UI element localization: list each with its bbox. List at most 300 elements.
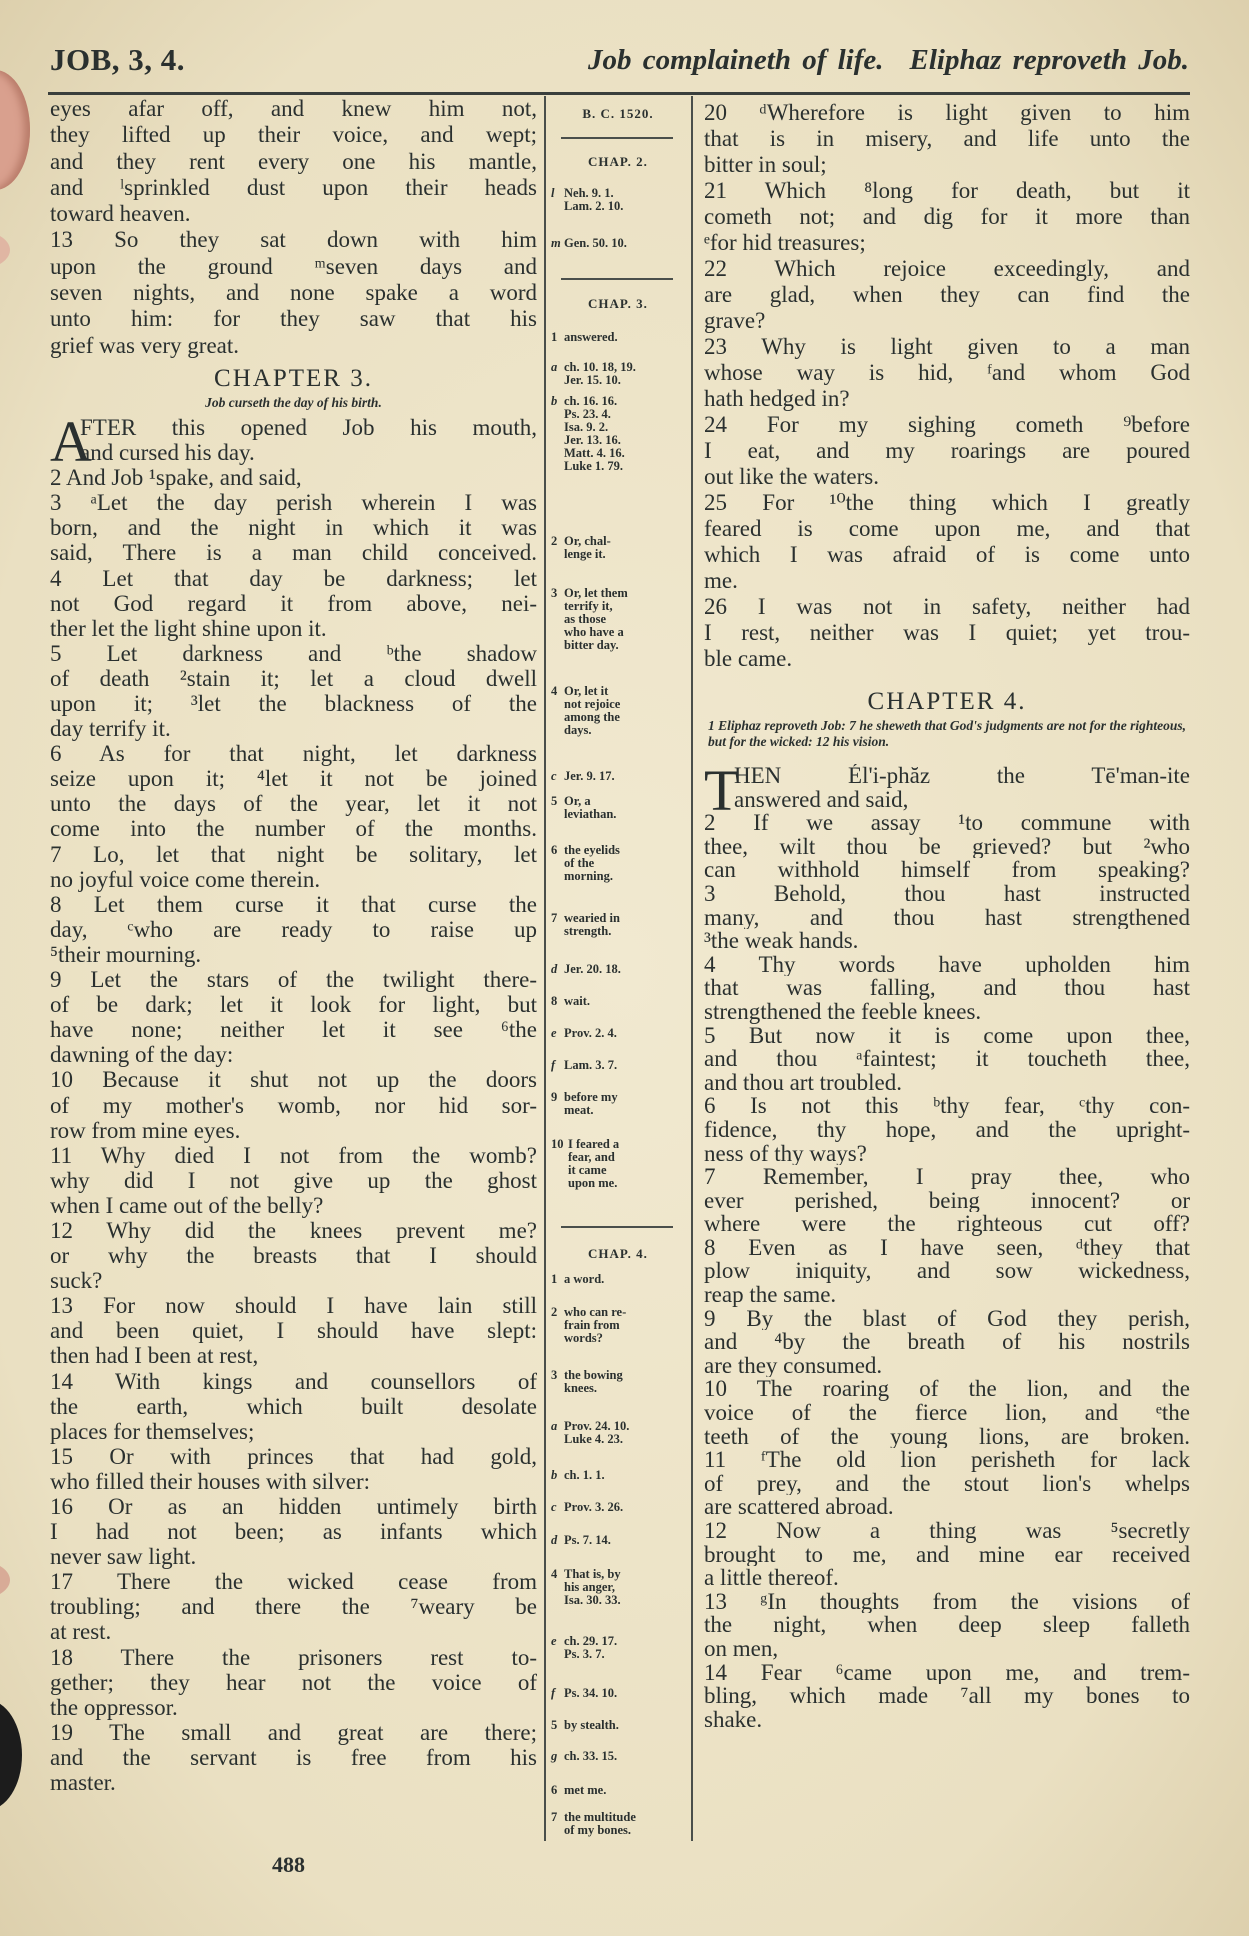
verse-line: 10 Because it shut not up the doors bbox=[50, 1067, 537, 1093]
note-line: Jer. 9. 17. bbox=[564, 769, 615, 784]
verse-line: seven nights, and none spake a word bbox=[50, 280, 537, 306]
note-marker: e bbox=[551, 1634, 557, 1649]
verse-line: 10 The roaring of the lion, and the bbox=[704, 1377, 1190, 1402]
verse-line: bling, which made ⁷all my bones to bbox=[704, 1684, 1190, 1708]
note-line: ch. 33. 15. bbox=[564, 1749, 618, 1764]
verse-line: day, ᶜwho are ready to raise up bbox=[50, 916, 537, 942]
note-marker: 5 bbox=[551, 794, 558, 809]
cross-reference-note bbox=[551, 1501, 685, 1514]
right-text-column bbox=[704, 100, 1190, 1731]
cross-reference-note bbox=[551, 395, 685, 473]
verse-line: 13 For now should I have lain still bbox=[50, 1293, 537, 1319]
page-number: 488 bbox=[272, 1852, 305, 1877]
cross-reference-note bbox=[551, 795, 685, 821]
verse-line: 7 Remember, I pray thee, who bbox=[704, 1165, 1190, 1189]
note-text bbox=[564, 535, 611, 561]
verse-line: troubling; and there the ⁷weary be bbox=[50, 1594, 537, 1620]
note-text bbox=[564, 1273, 604, 1286]
left-text-column bbox=[50, 96, 537, 1795]
verse-line: ness of thy ways? bbox=[704, 1141, 867, 1166]
verse-line: 13 So they sat down with him bbox=[50, 227, 537, 253]
note-text bbox=[564, 1306, 626, 1345]
verse-line: 6 As for that night, let darkness bbox=[50, 741, 537, 767]
verse-line: and ⁴by the breath of his nostrils bbox=[704, 1330, 1190, 1354]
note-marker: 9 bbox=[551, 1090, 558, 1105]
verse-line: on men, bbox=[704, 1636, 779, 1661]
note-marker: b bbox=[551, 394, 558, 409]
cross-reference-note bbox=[551, 1534, 685, 1547]
verse-line: or why the breasts that I should bbox=[50, 1243, 537, 1269]
verse-line: gether; they hear not the voice of bbox=[50, 1669, 537, 1695]
margin-heading: CHAP. 4. bbox=[588, 1245, 648, 1261]
note-line: fear, and bbox=[568, 1150, 615, 1165]
margin-references-column bbox=[551, 0, 687, 1900]
note-text bbox=[564, 912, 620, 938]
note-line: who can re- bbox=[564, 1304, 627, 1319]
verse-line: the oppressor. bbox=[50, 1694, 178, 1720]
note-text bbox=[564, 963, 621, 976]
note-line: of my bones. bbox=[564, 1822, 632, 1837]
chapter-heading: CHAPTER 3. bbox=[214, 364, 373, 392]
verse-line: ᵉfor hid treasures; bbox=[704, 230, 866, 255]
verse-line: 4 Let that day be darkness; let bbox=[50, 565, 537, 591]
verse-line: bitter in soul; bbox=[704, 152, 827, 177]
note-line: not rejoice bbox=[564, 697, 621, 712]
cross-reference-note bbox=[551, 1138, 685, 1190]
verse-line: cometh not; and dig for it more than bbox=[704, 204, 1190, 229]
note-line: Lam. 3. 7. bbox=[564, 1058, 618, 1073]
verse-line: upon the ground ᵐseven days and bbox=[50, 253, 537, 279]
note-text bbox=[564, 331, 618, 344]
verse-line: I eat, and my roarings are poured bbox=[704, 438, 1190, 463]
note-marker: b bbox=[551, 1467, 558, 1482]
verse-line: many, and thou hast strengthened bbox=[704, 905, 1190, 930]
note-line: Or, let it bbox=[564, 684, 609, 699]
verse-line: never saw light. bbox=[50, 1544, 197, 1570]
verse-line: ble came. bbox=[704, 646, 793, 671]
verse-line: of be dark; let it look for light, but bbox=[50, 992, 537, 1018]
note-marker: 6 bbox=[551, 843, 558, 858]
note-marker: e bbox=[551, 1026, 557, 1041]
note-text bbox=[564, 395, 625, 473]
note-marker: 1 bbox=[551, 1271, 558, 1286]
note-line: That is, by bbox=[564, 1566, 621, 1581]
margin-rule bbox=[561, 1226, 673, 1228]
note-marker: 1 bbox=[551, 330, 558, 345]
cross-reference-note bbox=[551, 187, 685, 213]
verse-line: 21 Which ⁸long for death, but it bbox=[704, 178, 1190, 203]
note-line: leviathan. bbox=[564, 807, 617, 822]
verse-line: I had not been; as infants which bbox=[50, 1519, 537, 1545]
note-line: Or, chal- bbox=[564, 533, 611, 548]
verse-line: ³the weak hands. bbox=[704, 929, 859, 953]
note-text bbox=[564, 1534, 611, 1547]
note-marker: g bbox=[551, 1749, 558, 1764]
verse-line: then had I been at rest, bbox=[50, 1343, 259, 1369]
verse-line: 8 Even as I have seen, ᵈthey that bbox=[704, 1235, 1190, 1260]
verse-line: not God regard it from above, nei- bbox=[50, 590, 537, 616]
note-text bbox=[564, 1784, 606, 1797]
margin-heading: CHAP. 3. bbox=[588, 295, 648, 311]
note-line: terrify it, bbox=[564, 598, 613, 613]
cross-reference-note bbox=[551, 1687, 685, 1700]
cross-reference-note bbox=[551, 685, 685, 737]
verse-line: and they rent every one his mantle, bbox=[50, 148, 537, 174]
verse-line: seize upon it; ⁴let it not be joined bbox=[50, 766, 537, 792]
cross-reference-note bbox=[551, 1420, 685, 1446]
verse-line: and thou art troubled. bbox=[704, 1070, 903, 1095]
note-line: Matt. 4. 16. bbox=[564, 446, 625, 461]
verse-line: where were the righteous cut off? bbox=[704, 1212, 1190, 1236]
verse-line: have none; neither let it see ⁶the bbox=[50, 1017, 537, 1043]
verse-line: that is in misery, and life unto the bbox=[704, 126, 1190, 151]
note-line: his anger, bbox=[564, 1579, 615, 1594]
verse-line: strengthened the feeble knees. bbox=[704, 999, 982, 1024]
verse-line: toward heaven. bbox=[50, 201, 191, 227]
verse-line: out like the waters. bbox=[704, 464, 880, 489]
cross-reference-note bbox=[551, 1469, 685, 1482]
note-line: lenge it. bbox=[564, 546, 606, 561]
cross-reference-note bbox=[551, 587, 685, 652]
verse-line: brought to me, and mine ear received bbox=[704, 1542, 1190, 1567]
verse-line: 7 Lo, let that night be solitary, let bbox=[50, 841, 537, 867]
note-text bbox=[564, 1469, 605, 1482]
verse-line: ther let the light shine upon it. bbox=[50, 615, 327, 641]
drop-cap-letter: A bbox=[50, 408, 92, 474]
cross-reference-note bbox=[551, 237, 685, 250]
note-line: of the bbox=[564, 856, 595, 871]
note-text bbox=[564, 685, 620, 737]
note-text bbox=[564, 1811, 636, 1837]
note-line: Gen. 50. 10. bbox=[564, 236, 627, 251]
verse-line: unto the days of the year, let it not bbox=[50, 791, 537, 817]
verse-line: 23 Why is light given to a man bbox=[704, 334, 1190, 359]
note-line: who have a bbox=[564, 624, 624, 639]
verse-line: 9 By the blast of God they perish, bbox=[704, 1306, 1190, 1331]
verse-line: 22 Which rejoice exceedingly, and bbox=[704, 256, 1190, 281]
verse-line: 11 Why died I not from the womb? bbox=[50, 1142, 537, 1168]
verse-line: hath hedged in? bbox=[704, 386, 850, 411]
note-marker: l bbox=[551, 185, 555, 200]
verse-line: dawning of the day: bbox=[50, 1042, 234, 1068]
note-line: Or, let them bbox=[564, 585, 628, 600]
cross-reference-note bbox=[551, 361, 685, 387]
verse-line: 26 I was not in safety, neither had bbox=[704, 594, 1190, 619]
note-line: strength. bbox=[564, 924, 612, 939]
verse-line: 14 With kings and counsellors of bbox=[50, 1368, 537, 1394]
note-line: bitter day. bbox=[564, 637, 619, 652]
note-line: Luke 4. 23. bbox=[564, 1431, 624, 1446]
note-line: among the bbox=[564, 710, 620, 725]
verse-line: feared is come upon me, and that bbox=[704, 516, 1190, 541]
verse-line: places for themselves; bbox=[50, 1418, 255, 1444]
verse-line: are they consumed. bbox=[704, 1353, 883, 1378]
note-marker: f bbox=[551, 1686, 556, 1701]
note-line: Prov. 2. 4. bbox=[564, 1026, 617, 1041]
note-text bbox=[564, 1027, 617, 1040]
verse-line: teeth of the young lions, are broken. bbox=[704, 1424, 1190, 1449]
note-marker: 4 bbox=[551, 684, 558, 699]
chapter-summary: 1 Eliphaz reproveth Job: 7 he sheweth that God's judgments are not for the righteous, but for the wicked: 12 his vision. bbox=[708, 718, 1186, 749]
cross-reference-note bbox=[551, 1635, 685, 1661]
cross-reference-note bbox=[551, 331, 685, 344]
note-marker: m bbox=[551, 236, 561, 251]
note-text bbox=[564, 237, 627, 250]
note-marker: 4 bbox=[551, 1566, 558, 1581]
note-marker: d bbox=[551, 961, 558, 976]
cross-reference-note bbox=[551, 1784, 685, 1797]
verse-line: plow iniquity, and sow wickedness, bbox=[704, 1259, 1190, 1284]
verse-line: 13 ᵍIn thoughts from the visions of bbox=[704, 1589, 1190, 1614]
note-marker: 6 bbox=[551, 1782, 558, 1797]
note-line: Lam. 2. 10. bbox=[564, 198, 624, 213]
column-divider bbox=[544, 96, 546, 1841]
verse-line: and thou ᵃfaintest; it toucheth thee, bbox=[704, 1047, 1190, 1071]
verse-line: ever perished, being innocent? or bbox=[704, 1188, 1190, 1213]
verse-line: 14 Fear ⁶came upon me, and trem- bbox=[704, 1660, 1190, 1685]
verse-line: answered and said, bbox=[734, 787, 909, 812]
verse-line: 3 ᵃLet the day perish wherein I was bbox=[50, 490, 537, 516]
note-line: I feared a bbox=[568, 1137, 620, 1152]
note-marker: d bbox=[551, 1533, 558, 1548]
note-marker: c bbox=[551, 1499, 557, 1514]
chapter-summary: Job curseth the day of his birth. bbox=[205, 394, 382, 410]
verse-line: eyes afar off, and knew him not, bbox=[50, 96, 537, 121]
note-line: the eyelids bbox=[564, 843, 620, 858]
cross-reference-note bbox=[551, 1306, 685, 1345]
note-marker: 3 bbox=[551, 1367, 558, 1382]
verse-line: 15 Or with princes that had gold, bbox=[50, 1443, 537, 1469]
note-marker: a bbox=[551, 1418, 558, 1433]
verse-line: born, and the night in which it was bbox=[50, 515, 537, 541]
verse-line: unto him: for they saw that his bbox=[50, 306, 537, 332]
note-text bbox=[564, 1369, 623, 1395]
verse-line: grave? bbox=[704, 308, 766, 333]
verse-line: row from mine eyes. bbox=[50, 1117, 241, 1143]
verse-line: 2 If we assay ¹to commune with bbox=[704, 811, 1190, 835]
chapter-opening bbox=[50, 408, 537, 474]
note-line: the multitude bbox=[564, 1809, 636, 1824]
note-marker: a bbox=[551, 359, 558, 374]
cross-reference-note bbox=[551, 963, 685, 976]
note-line: knees. bbox=[564, 1380, 597, 1395]
verse-line: voice of the fierce lion, and ᵉthe bbox=[704, 1401, 1190, 1425]
verse-line: who filled their houses with silver: bbox=[50, 1468, 371, 1494]
verse-line: said, There is a man child conceived. bbox=[50, 540, 537, 566]
note-line: ch. 16. 16. bbox=[564, 394, 618, 409]
note-line: days. bbox=[564, 723, 592, 738]
verse-line: 9 Let the stars of the twilight there- bbox=[50, 967, 537, 993]
verse-line: come into the number of the months. bbox=[50, 816, 537, 842]
verse-line: of death ²stain it; let a cloud dwell bbox=[50, 665, 537, 691]
note-text bbox=[564, 1750, 617, 1763]
verse-line: suck? bbox=[50, 1268, 103, 1294]
title-left: Job complaineth of life. bbox=[587, 44, 884, 76]
note-line: Luke 1. 79. bbox=[564, 459, 624, 474]
verse-line: of prey, and the stout lion's whelps bbox=[704, 1471, 1190, 1496]
verse-line: 4 Thy words have upholden him bbox=[704, 952, 1190, 977]
note-text bbox=[564, 187, 623, 213]
title-right: Eliphaz reproveth Job. bbox=[909, 44, 1189, 76]
verse-line: why did I not give up the ghost bbox=[50, 1167, 537, 1193]
note-line: ch. 1. 1. bbox=[564, 1467, 605, 1482]
verse-line: 11 ᶠThe old lion perisheth for lack bbox=[704, 1448, 1190, 1472]
note-line: ch. 10. 18, 19. bbox=[564, 359, 636, 374]
verse-line: shake. bbox=[704, 1707, 763, 1732]
note-marker: 2 bbox=[551, 1304, 558, 1319]
note-marker: f bbox=[551, 1058, 556, 1073]
note-text bbox=[564, 1687, 617, 1700]
cross-reference-note bbox=[551, 1027, 685, 1040]
cross-reference-note bbox=[551, 1091, 685, 1117]
drop-cap-letter: T bbox=[704, 758, 740, 823]
note-marker: 7 bbox=[551, 911, 558, 926]
note-line: ch. 29. 17. bbox=[564, 1634, 618, 1649]
note-line: meat. bbox=[564, 1103, 594, 1118]
verse-line: 24 For my sighing cometh ⁹before bbox=[704, 412, 1190, 437]
cross-reference-note bbox=[551, 770, 685, 783]
note-marker: 5 bbox=[551, 1718, 558, 1733]
verse-line: 5 But now it is come upon thee, bbox=[704, 1023, 1190, 1048]
note-text bbox=[568, 1138, 619, 1190]
note-text bbox=[564, 1059, 617, 1072]
verse-line: the night, when deep sleep falleth bbox=[704, 1613, 1190, 1637]
cross-reference-note bbox=[551, 1811, 685, 1837]
note-line: answered. bbox=[564, 330, 618, 345]
verse-line: 20 ᵈWherefore is light given to him bbox=[704, 100, 1190, 125]
note-marker: 3 bbox=[551, 585, 558, 600]
verse-line: the earth, which built desolate bbox=[50, 1393, 537, 1419]
note-text bbox=[564, 1091, 618, 1117]
note-line: Isa. 30. 33. bbox=[564, 1592, 621, 1607]
verse-line: day terrify it. bbox=[50, 716, 171, 742]
verse-line: they lifted up their voice, and wept; bbox=[50, 122, 537, 148]
note-marker: 7 bbox=[551, 1809, 558, 1824]
note-text bbox=[564, 1568, 621, 1607]
note-text bbox=[564, 1420, 629, 1446]
verse-line: and cursed his day. bbox=[80, 440, 255, 466]
note-line: Jer. 13. 16. bbox=[564, 433, 621, 448]
verse-line: 12 Now a thing was ⁵secretly bbox=[704, 1519, 1190, 1543]
cross-reference-note bbox=[551, 1369, 685, 1395]
verse-line: 12 Why did the knees prevent me? bbox=[50, 1217, 537, 1243]
note-text bbox=[564, 587, 628, 652]
note-line: before my bbox=[564, 1090, 618, 1105]
verse-line: fidence, thy hope, and the upright- bbox=[704, 1117, 1190, 1142]
note-line: frain from bbox=[564, 1317, 620, 1332]
cross-reference-note bbox=[551, 535, 685, 561]
verse-line: HEN Él'i-phăz the Tē'man-ite bbox=[734, 764, 1190, 788]
note-line: Ps. 23. 4. bbox=[564, 407, 611, 422]
note-text bbox=[564, 1635, 617, 1661]
note-marker: 10 bbox=[551, 1137, 564, 1152]
note-line: Or, a bbox=[564, 794, 591, 809]
verse-line: of my mother's womb, nor hid sor- bbox=[50, 1092, 537, 1118]
note-line: Neh. 9. 1. bbox=[564, 185, 614, 200]
verse-line: 18 There the prisoners rest to- bbox=[50, 1644, 537, 1670]
verse-line: 17 There the wicked cease from bbox=[50, 1569, 537, 1595]
verse-line: a little thereof. bbox=[704, 1566, 839, 1590]
verse-line: are scattered abroad. bbox=[704, 1495, 894, 1519]
note-line: it came bbox=[568, 1163, 607, 1178]
verse-line: 2 And Job ¹spake, and said, bbox=[50, 465, 302, 491]
note-line: wearied in bbox=[564, 911, 620, 926]
note-line: Prov. 24. 10. bbox=[564, 1418, 630, 1433]
cross-reference-note bbox=[551, 1568, 685, 1607]
note-line: a word. bbox=[564, 1271, 605, 1286]
note-line: morning. bbox=[564, 869, 613, 884]
note-text bbox=[564, 1719, 619, 1732]
verse-line: reap the same. bbox=[704, 1283, 837, 1307]
verse-line: 6 Is not this ᵇthy fear, ᶜthy con- bbox=[704, 1094, 1190, 1118]
note-line: Isa. 9. 2. bbox=[564, 420, 609, 435]
margin-rule bbox=[561, 137, 673, 139]
verse-line: grief was very great. bbox=[50, 332, 240, 358]
cross-reference-note bbox=[551, 995, 685, 1008]
cross-reference-note bbox=[551, 1750, 685, 1763]
verse-line: 25 For ¹⁰the thing which I greatly bbox=[704, 490, 1190, 515]
verse-line: thee, wilt thou be grieved? but ²who bbox=[704, 834, 1190, 859]
verse-line: me. bbox=[704, 568, 738, 593]
verse-line: no joyful voice come therein. bbox=[50, 866, 321, 892]
verse-line: I rest, neither was I quiet; yet trou- bbox=[704, 620, 1190, 645]
note-line: Jer. 15. 10. bbox=[564, 372, 621, 387]
verse-line: which I was afraid of is come unto bbox=[704, 542, 1190, 567]
note-marker: c bbox=[551, 769, 557, 784]
verse-line: at rest. bbox=[50, 1619, 112, 1645]
note-line: words? bbox=[564, 1330, 603, 1345]
verse-line: can withhold himself from speaking? bbox=[704, 858, 1190, 882]
cross-reference-note bbox=[551, 1059, 685, 1072]
cross-reference-note bbox=[551, 1719, 685, 1732]
cross-reference-note bbox=[551, 844, 685, 883]
note-line: by stealth. bbox=[564, 1718, 619, 1733]
verse-line: 8 Let them curse it that curse the bbox=[50, 891, 537, 917]
note-text bbox=[564, 995, 590, 1008]
note-text bbox=[564, 795, 616, 821]
note-text bbox=[564, 1501, 623, 1514]
note-line: Jer. 20. 18. bbox=[564, 961, 621, 976]
verse-line: are glad, when they can find the bbox=[704, 282, 1190, 307]
note-line: met me. bbox=[564, 1782, 607, 1797]
verse-line: and been quiet, I should have slept: bbox=[50, 1318, 537, 1344]
verse-line: 5 Let darkness and ᵇthe shadow bbox=[50, 640, 537, 666]
note-line: Ps. 3. 7. bbox=[564, 1647, 605, 1662]
margin-heading: CHAP. 2. bbox=[588, 153, 648, 169]
verse-line: and ˡsprinkled dust upon their heads bbox=[50, 174, 537, 200]
cross-reference-note bbox=[551, 1273, 685, 1286]
verse-line: upon it; ³let the blackness of the bbox=[50, 691, 537, 716]
verse-line: 3 Behold, thou hast instructed bbox=[704, 881, 1190, 906]
verse-line: when I came out of the belly? bbox=[50, 1192, 324, 1218]
cross-reference-note bbox=[551, 912, 685, 938]
note-marker: 8 bbox=[551, 994, 558, 1008]
note-line: upon me. bbox=[568, 1176, 618, 1191]
column-divider bbox=[691, 96, 693, 1841]
margin-rule bbox=[561, 278, 673, 280]
note-line: Prov. 3. 26. bbox=[564, 1499, 624, 1514]
note-line: wait. bbox=[564, 994, 591, 1008]
chapter-heading: CHAPTER 4. bbox=[867, 688, 1027, 715]
verse-line: ⁵their mourning. bbox=[50, 941, 202, 967]
note-line: Ps. 34. 10. bbox=[564, 1686, 618, 1701]
verse-line: FTER this opened Job his mouth, bbox=[80, 414, 537, 440]
verse-line: 19 The small and great are there; bbox=[50, 1719, 537, 1745]
verse-line: 16 Or as an hidden untimely birth bbox=[50, 1494, 537, 1519]
note-text bbox=[564, 770, 615, 783]
verse-line: and the servant is free from his bbox=[50, 1744, 537, 1770]
note-line: as those bbox=[564, 611, 607, 626]
